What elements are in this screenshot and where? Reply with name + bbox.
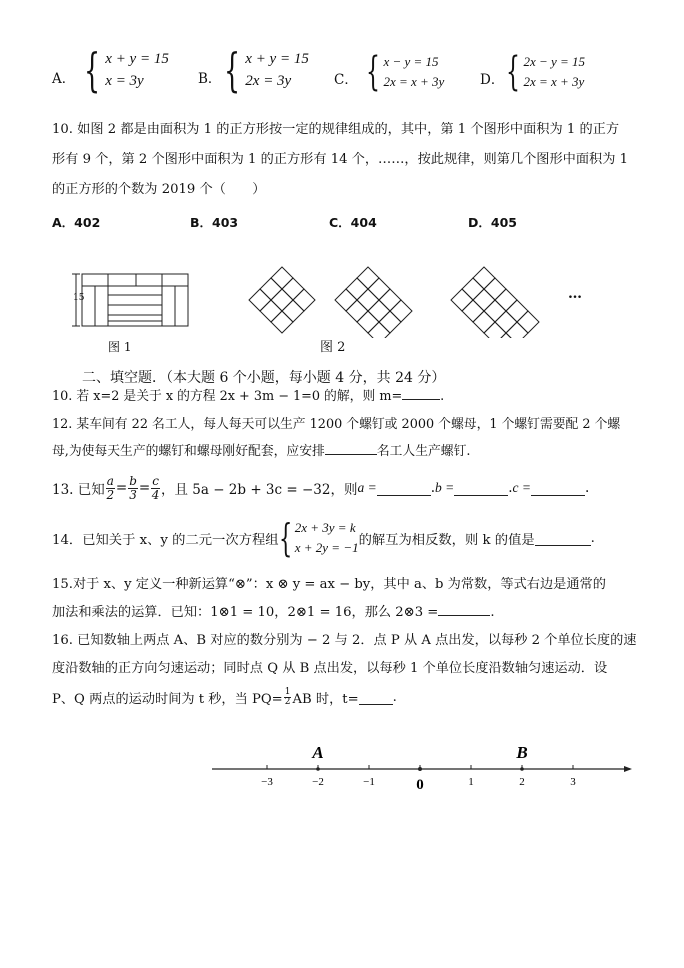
point-label: A (312, 743, 324, 762)
answer-blank[interactable] (325, 440, 377, 455)
brace-icon: { (366, 49, 380, 95)
q14-suffix: 的解互为相反数，则 k 的值是 (358, 532, 535, 548)
unit-square (484, 278, 506, 300)
option-label: C． (334, 72, 358, 88)
figure-2 (240, 262, 600, 338)
denominator: 4 (151, 487, 160, 502)
equation: 2x = 3y (245, 73, 292, 89)
answer-blank[interactable] (535, 531, 591, 546)
brace-icon: { (506, 49, 520, 95)
q12-line2a: 母,为使每天生产的螺钉和螺母刚好配套，应安排 (52, 444, 325, 459)
q10-line3: 的正方形的个数为 2019 个（ ） (52, 182, 266, 197)
q16-line3 (52, 688, 397, 707)
answer-blank[interactable] (377, 481, 431, 496)
q16-end: . (392, 690, 397, 705)
figure-1-label: 图 1 (108, 340, 132, 354)
figure-2-label: 图 2 (320, 340, 346, 355)
q13: 13. 已知 $\frac{a}{2}$ = $\frac{b}{3}$ = $\frac{c}{4}$ ，且 5a − 2b + 3c = −32，则 a = . b = . c = . (52, 473, 590, 502)
tick-label: 1 (468, 776, 474, 788)
q10-option-c: C．404 (329, 215, 377, 230)
unit-square (260, 278, 282, 300)
unit-square (346, 300, 368, 322)
tick-label: 2 (519, 776, 525, 788)
q11-text: 10. 若 x=2 是关于 x 的方程 2x + 3m − 1=0 的解，则 m= (52, 389, 403, 404)
unit-square (282, 300, 304, 322)
unit-square (517, 311, 539, 333)
unit-square (357, 289, 379, 311)
unit-square (282, 278, 304, 300)
q13-dot: . (585, 480, 590, 496)
unit-square (484, 300, 506, 322)
q16-line3a: P、Q 两点的运动时间为 t 秒，当 PQ= (52, 692, 283, 707)
q15-end: . (490, 605, 495, 620)
q10-option-b: B．403 (190, 215, 239, 230)
equation: 2x − y = 15 (523, 54, 586, 69)
q10-option-d: D．405 (468, 215, 517, 230)
unit-square (357, 311, 379, 333)
unit-square (473, 311, 495, 333)
answer-blank[interactable] (531, 481, 585, 496)
q15-line2-text: 加法和乘法的运算．已知：1⊗1 = 10，2⊗1 = 16，那么 2⊗3 = (52, 605, 439, 620)
unit-square (495, 333, 517, 338)
denominator: 2 (106, 487, 115, 502)
tick-label: −2 (312, 776, 324, 788)
unit-square (249, 289, 271, 311)
fraction (106, 475, 115, 502)
unit-square (495, 311, 517, 333)
tick-label: 0 (416, 777, 424, 793)
denominator: 3 (129, 487, 137, 502)
q13-a-label: a = (357, 480, 377, 495)
number-line (200, 740, 650, 800)
q13-c-label: c = (512, 480, 532, 495)
numerator: 1 (284, 687, 291, 697)
fraction (284, 688, 292, 707)
q16-line2: 度沿数轴的正方向匀速运动；同时点 Q 从 B 点出发，以每秒 1 个单位长度沿数轴匀速运动．设 (52, 661, 608, 676)
tick-label: 3 (570, 776, 576, 788)
section-title: 二、填空题．（本大题 6 个小题，每小题 4 分，共 24 分） (82, 370, 446, 386)
fraction (128, 475, 138, 502)
option-label: D． (480, 72, 505, 88)
point-dot (316, 767, 320, 771)
denominator: 2 (284, 697, 291, 707)
equation: x = 3y (105, 73, 144, 89)
q11 (52, 383, 444, 410)
figure-1 (68, 268, 198, 332)
answer-blank[interactable] (359, 690, 393, 705)
equation: 2x = x + 3y (523, 74, 585, 89)
equation: x − y = 15 (383, 54, 439, 69)
equation: x + 2y = −1 (294, 540, 359, 555)
q16-line1: 16. 已知数轴上两点 A、B 对应的数分别为 − 2 与 2．点 P 从 A 点出发，以每秒 2 个单位长度的速 (52, 633, 637, 648)
option-label: A． (52, 71, 76, 87)
brace-icon: { (224, 43, 241, 97)
brace-icon: { (84, 43, 101, 97)
ellipsis: … (568, 286, 582, 302)
answer-blank[interactable] (402, 385, 440, 400)
unit-square (506, 300, 528, 322)
origin-dot (418, 767, 422, 771)
unit-square (368, 300, 390, 322)
unit-square (451, 289, 473, 311)
q11-end: . (440, 389, 445, 404)
answer-blank[interactable] (454, 481, 508, 496)
numerator: b (129, 473, 137, 488)
q10-line2: 形有 9 个，第 2 个图形中面积为 1 的正方形有 14 个，……，按此规律，则第几个图形中面积为 1 (52, 152, 629, 167)
tick-label: −1 (363, 776, 375, 788)
q14 (52, 516, 595, 560)
q10-option-a: A．402 (52, 215, 101, 230)
q14-prefix: 14．已知关于 x、y 的二元一次方程组 (52, 532, 279, 548)
numerator: a (106, 473, 114, 488)
unit-square (357, 267, 379, 289)
q16-line3b: AB 时，t= (292, 692, 359, 707)
unit-square (473, 289, 495, 311)
equation: x + y = 15 (245, 51, 309, 67)
unit-square (346, 278, 368, 300)
unit-square (473, 267, 495, 289)
unit-square (260, 300, 282, 322)
q13-prefix: 13. 已知 (52, 482, 105, 498)
unit-square (390, 300, 412, 322)
option-label: B． (198, 71, 222, 87)
q12-line2 (52, 438, 470, 465)
unit-square (335, 289, 357, 311)
tick-label: −3 (261, 776, 273, 788)
unit-square (271, 267, 293, 289)
unit-square (462, 278, 484, 300)
q12-line1: 12. 某车间有 22 名工人，每人每天可以生产 1200 个螺钉或 2000 个螺母，1 个螺钉需要配 2 个螺 (52, 417, 621, 432)
unit-square (379, 311, 401, 333)
numerator: c (152, 473, 159, 488)
unit-square (368, 278, 390, 300)
brace-icon: { (278, 516, 292, 560)
q15-line1: 15.对于 x、y 定义一种新运算“⊗”：x ⊗ y = ax − by，其中 a、b 为常数，等式右边是通常的 (52, 577, 606, 592)
unit-square (271, 311, 293, 333)
q15-line2 (52, 599, 495, 626)
point-dot (520, 767, 524, 771)
equation: x + y = 15 (105, 51, 169, 67)
answer-blank[interactable] (438, 601, 490, 616)
figure-1-dimension: 15 (73, 293, 85, 303)
unit-square (293, 289, 315, 311)
q12-line2b: 名工人生产螺钉. (376, 444, 471, 459)
unit-square (495, 289, 517, 311)
equation: 2x + 3y = k (294, 520, 356, 535)
q10-line1: 10. 如图 2 都是由面积为 1 的正方形按一定的规律组成的，其中，第 1 个图形中面积为 1 的正方 (52, 122, 620, 137)
point-label: B (516, 743, 528, 762)
arrow-icon (624, 766, 632, 772)
q13-b-label: b = (435, 480, 455, 495)
fraction (151, 475, 160, 502)
q13-mid: ，且 5a − 2b + 3c = −32，则 (160, 482, 358, 498)
unit-square (379, 289, 401, 311)
equation: 2x = x + 3y (383, 74, 445, 89)
unit-square (462, 300, 484, 322)
q14-end: . (590, 530, 595, 546)
unit-square (271, 289, 293, 311)
